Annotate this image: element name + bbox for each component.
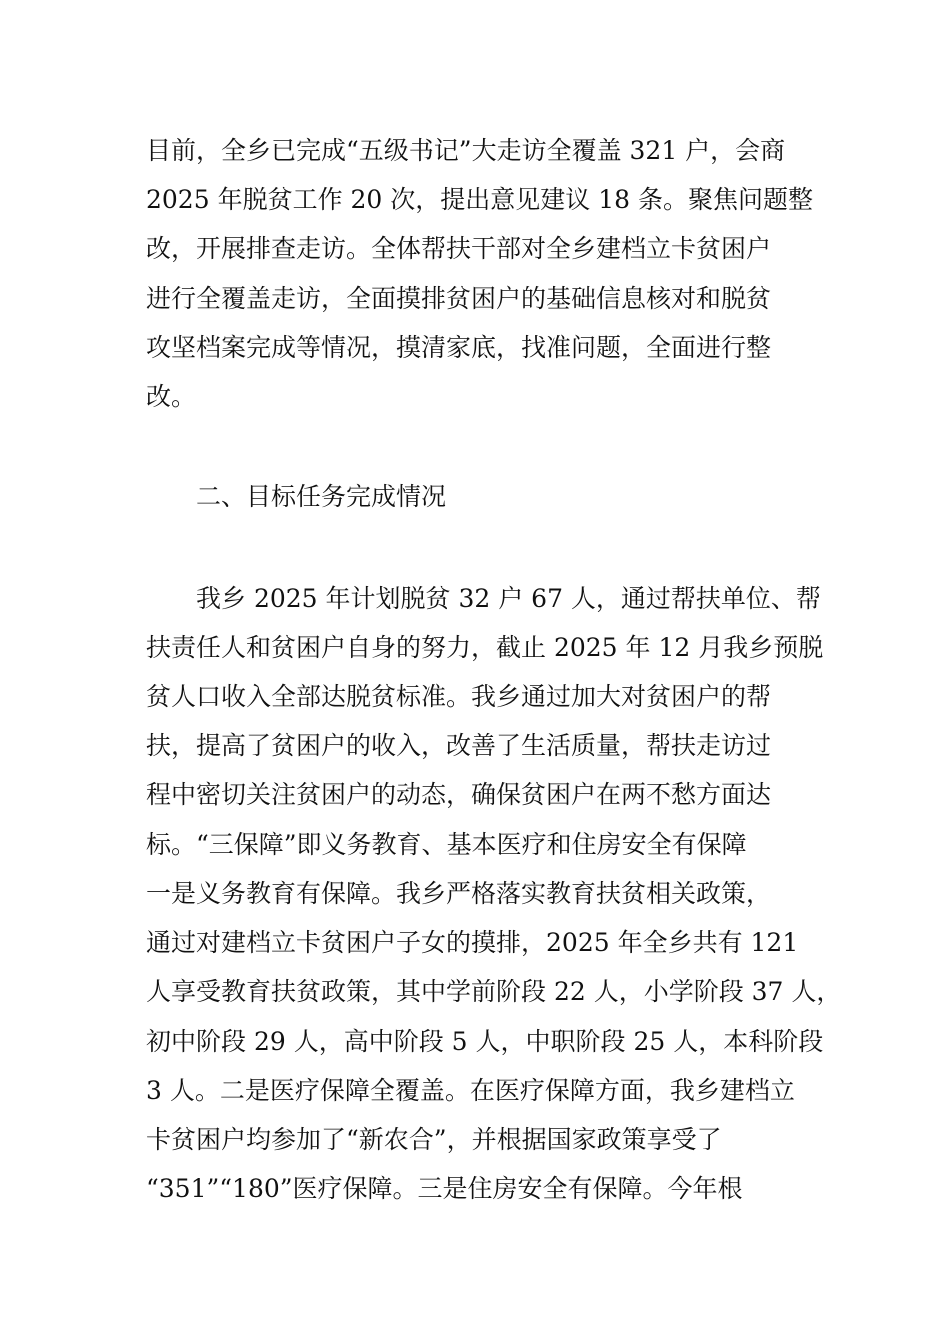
text-line: 攻坚档案完成等情况，摸清家底，找准问题，全面进行整 [146, 333, 772, 362]
text-line: 程中密切关注贫困户的动态，确保贫困户在两不愁方面达 [146, 780, 772, 809]
text-line: 人享受教育扶贫政策，其中学前阶段 22 人，小学阶段 37 人， [146, 977, 842, 1006]
section-heading: 二、目标任务完成情况 [196, 482, 447, 511]
text-line: 标。“三保障”即义务教育、基本医疗和住房安全有保障 [146, 830, 747, 859]
text-line: 扶，提高了贫困户的收入，改善了生活质量，帮扶走访过 [146, 731, 772, 760]
text-line: 3 人。二是医疗保障全覆盖。在医疗保障方面，我乡建档立 [146, 1076, 795, 1105]
text-line: 通过对建档立卡贫困户子女的摸排，2025 年全乡共有 121 [146, 928, 799, 957]
text-line: 改。 [146, 382, 197, 411]
text-line: 我乡 2025 年计划脱贫 32 户 67 人，通过帮扶单位、帮 [196, 584, 821, 613]
text-line: 2025 年脱贫工作 20 次，提出意见建议 18 条。聚焦问题整 [146, 185, 813, 214]
text-line: 目前，全乡已完成“五级书记”大走访全覆盖 321 户，会商 [146, 136, 786, 165]
text-line: 初中阶段 29 人，高中阶段 5 人，中职阶段 25 人，本科阶段 [146, 1027, 824, 1056]
text-line: 扶责任人和贫困户自身的努力，截止 2025 年 12 月我乡预脱 [146, 633, 824, 662]
text-line: 贫人口收入全部达脱贫标准。我乡通过加大对贫困户的帮 [146, 682, 772, 711]
text-line: 进行全覆盖走访，全面摸排贫困户的基础信息核对和脱贫 [146, 284, 772, 313]
text-line: 改，开展排查走访。全体帮扶干部对全乡建档立卡贫困户 [146, 234, 772, 263]
text-line: 卡贫困户均参加了“新农合”，并根据国家政策享受了 [146, 1125, 722, 1154]
text-line: 一是义务教育有保障。我乡严格落实教育扶贫相关政策， [146, 879, 772, 908]
text-line: “351”“180”医疗保障。三是住房安全有保障。今年根 [146, 1174, 743, 1203]
